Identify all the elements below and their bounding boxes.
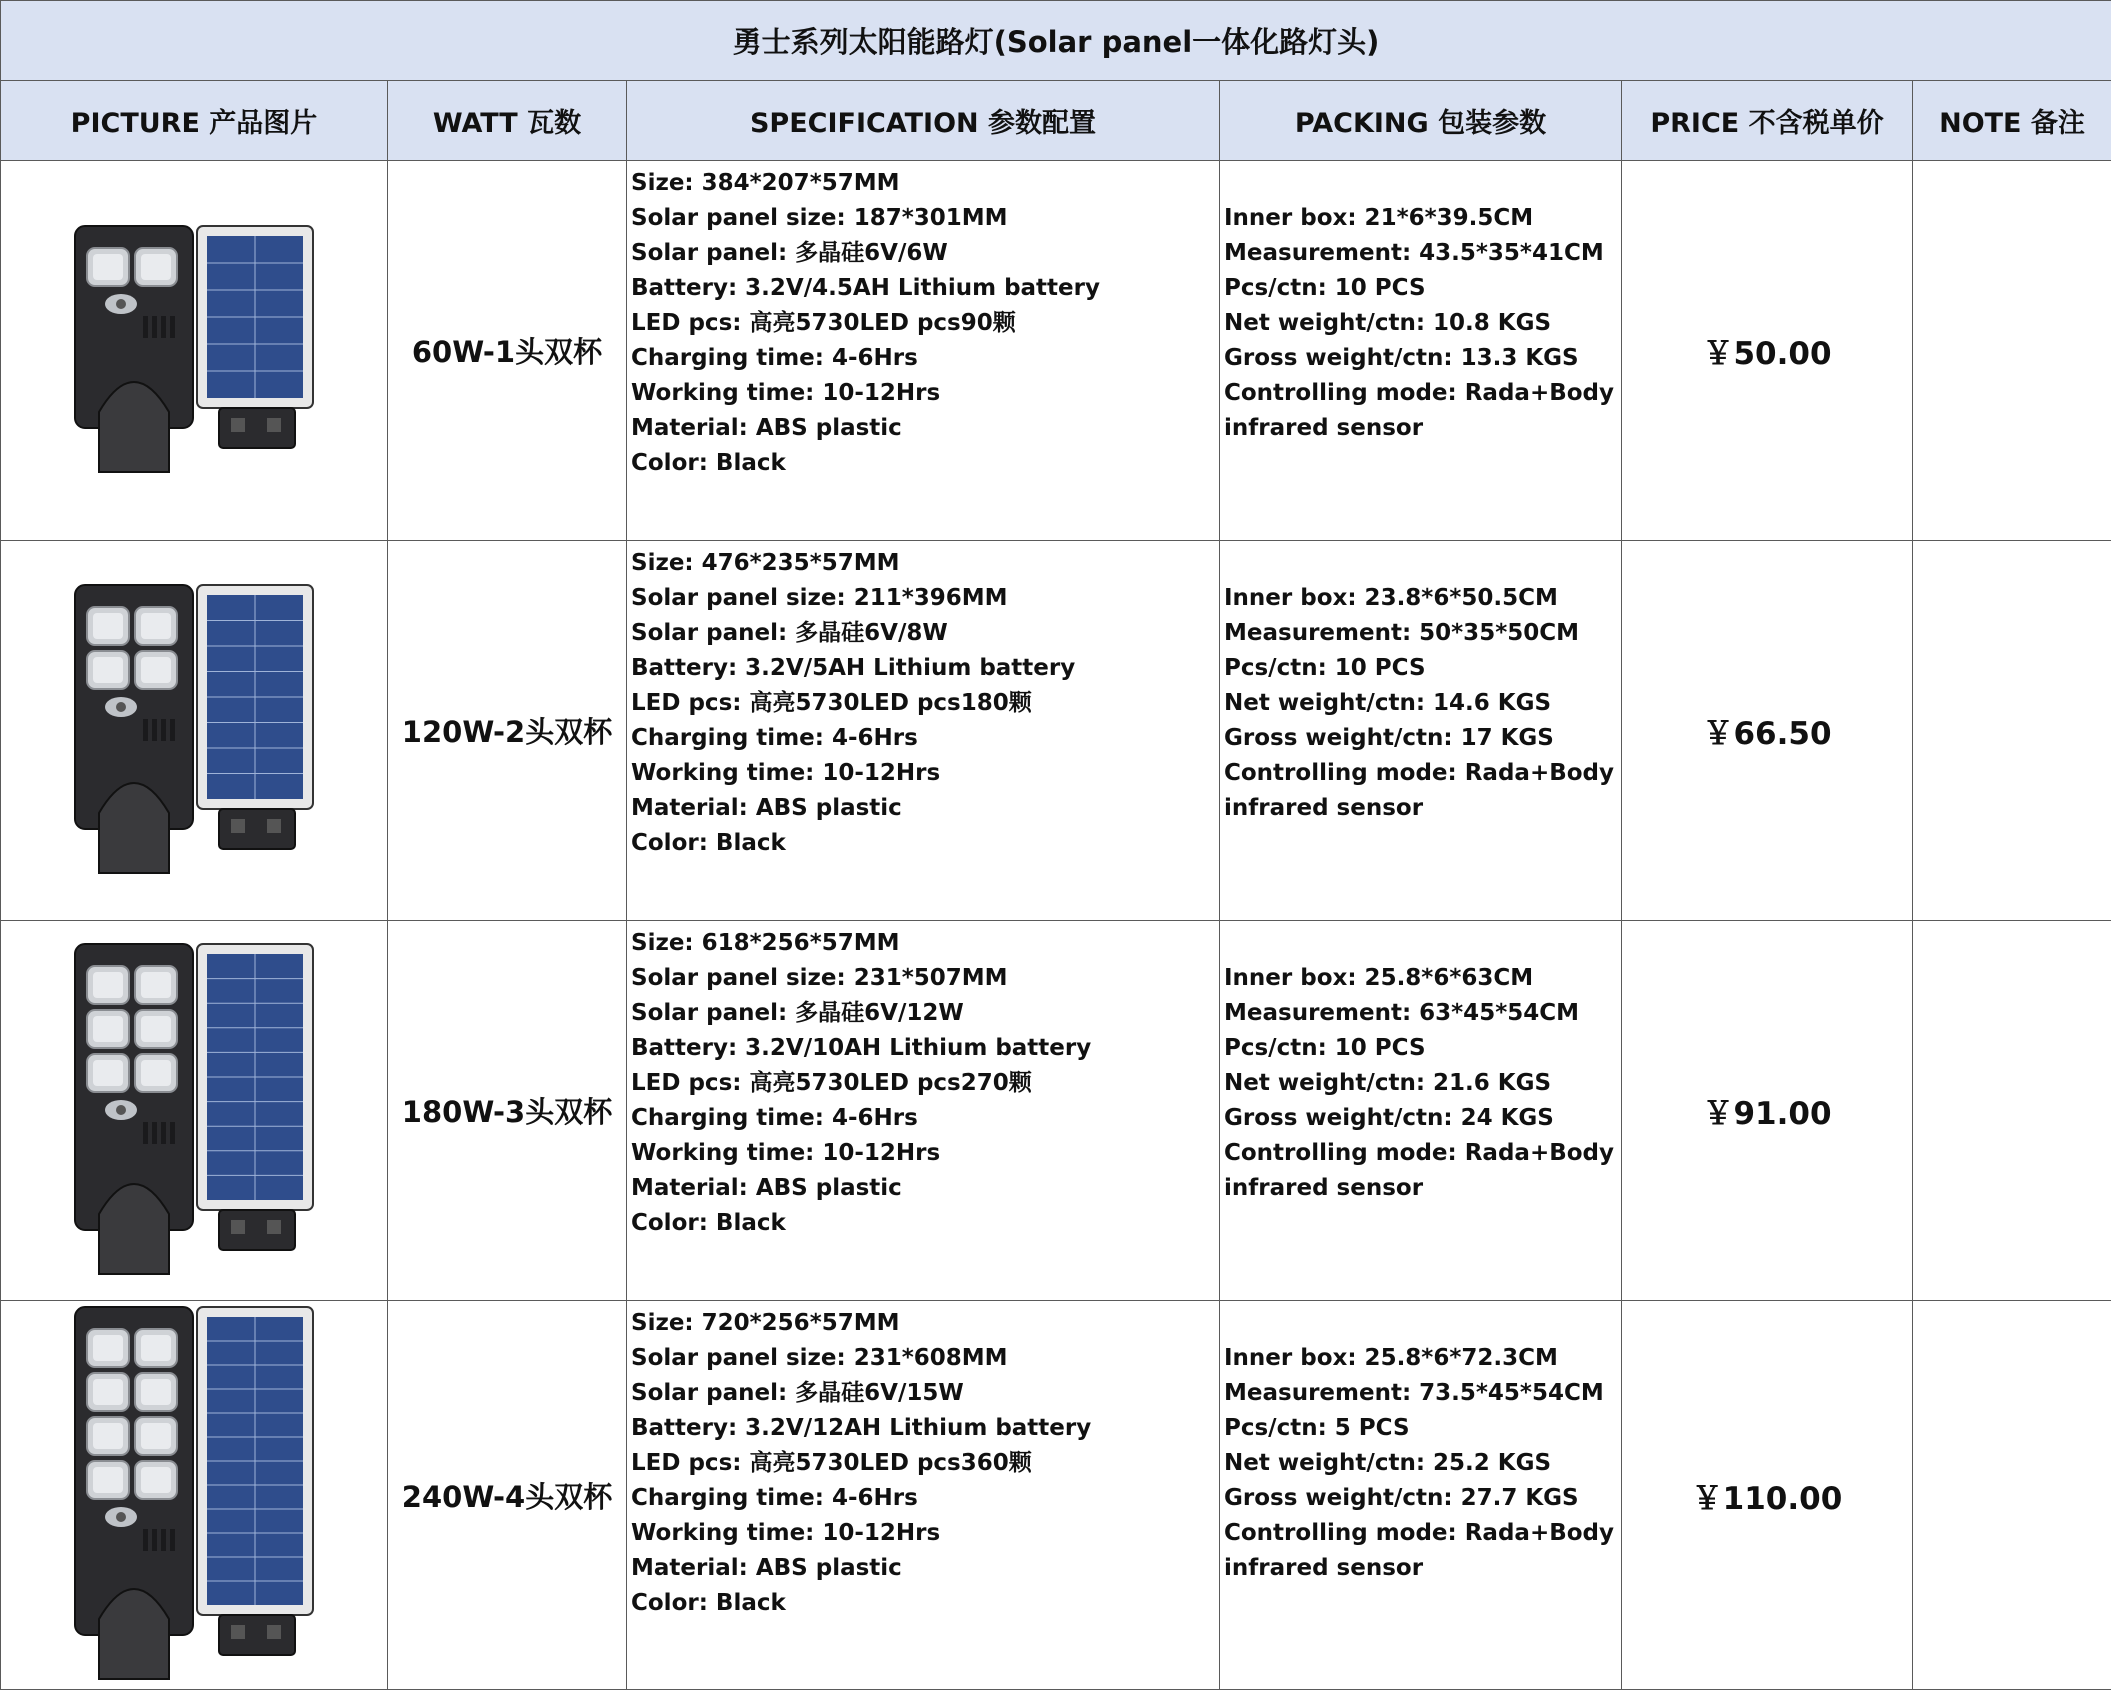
packing-line: Pcs/ctn: 10 PCS: [1224, 1031, 1621, 1066]
spec-line: Solar panel size: 231*507MM: [631, 961, 1219, 996]
spec-line: Material: ABS plastic: [631, 411, 1219, 446]
spec-line: Battery: 3.2V/4.5AH Lithium battery: [631, 271, 1219, 306]
packing-line: infrared sensor: [1224, 1171, 1621, 1206]
packing-line: Controlling mode: Rada+Body: [1224, 1516, 1621, 1551]
spec-line: Solar panel size: 187*301MM: [631, 201, 1219, 236]
spec-line: Solar panel: 多晶硅6V/6W: [631, 236, 1219, 271]
packing-line: Controlling mode: Rada+Body: [1224, 756, 1621, 791]
packing-line: Net weight/ctn: 25.2 KGS: [1224, 1446, 1621, 1481]
packing-line: Pcs/ctn: 5 PCS: [1224, 1411, 1621, 1446]
header-watt: WATT 瓦数: [388, 81, 627, 161]
specification-cell: [627, 161, 1220, 541]
spec-line: Charging time: 4-6Hrs: [631, 721, 1219, 756]
spec-line: Charging time: 4-6Hrs: [631, 341, 1219, 376]
spec-line: Charging time: 4-6Hrs: [631, 1481, 1219, 1516]
header-picture: PICTURE 产品图片: [1, 81, 388, 161]
spec-line: Battery: 3.2V/5AH Lithium battery: [631, 651, 1219, 686]
header-price: PRICE 不含税单价: [1622, 81, 1913, 161]
header-packing: PACKING 包装参数: [1220, 81, 1622, 161]
solar-street-light-image: [69, 579, 319, 883]
solar-street-light-image: [69, 938, 319, 1284]
packing-line: Gross weight/ctn: 27.7 KGS: [1224, 1481, 1621, 1516]
spec-line: Material: ABS plastic: [631, 791, 1219, 826]
spec-line: Size: 618*256*57MM: [631, 926, 1219, 961]
product-row: [1, 921, 2111, 1301]
note-cell: [1913, 161, 2111, 541]
packing-line: Pcs/ctn: 10 PCS: [1224, 271, 1621, 306]
solar-street-light-image: [69, 1301, 319, 1689]
spec-line: Color: Black: [631, 1206, 1219, 1241]
price-cell: ￥66.50: [1622, 541, 1913, 921]
packing-line: Net weight/ctn: 14.6 KGS: [1224, 686, 1621, 721]
packing-cell: [1220, 541, 1622, 921]
spec-line: LED pcs: 高亮5730LED pcs360颗: [631, 1446, 1219, 1481]
spec-line: Size: 720*256*57MM: [631, 1306, 1219, 1341]
header-note: NOTE 备注: [1913, 81, 2111, 161]
packing-line: Gross weight/ctn: 13.3 KGS: [1224, 341, 1621, 376]
product-row: [1, 161, 2111, 541]
packing-line: Pcs/ctn: 10 PCS: [1224, 651, 1621, 686]
picture-cell: [1, 1301, 388, 1690]
packing-line: Measurement: 43.5*35*41CM: [1224, 236, 1621, 271]
spec-line: Battery: 3.2V/10AH Lithium battery: [631, 1031, 1219, 1066]
spec-line: Color: Black: [631, 446, 1219, 481]
packing-line: Measurement: 63*45*54CM: [1224, 996, 1621, 1031]
packing-line: Inner box: 21*6*39.5CM: [1224, 201, 1621, 236]
spec-line: Working time: 10-12Hrs: [631, 376, 1219, 411]
spec-line: Working time: 10-12Hrs: [631, 1136, 1219, 1171]
packing-line: Controlling mode: Rada+Body: [1224, 1136, 1621, 1171]
spec-line: LED pcs: 高亮5730LED pcs270颗: [631, 1066, 1219, 1101]
spec-line: Color: Black: [631, 1586, 1219, 1621]
picture-cell: [1, 921, 388, 1301]
watt-cell: 240W-4头双杯: [388, 1301, 627, 1690]
packing-line: infrared sensor: [1224, 791, 1621, 826]
spec-line: Material: ABS plastic: [631, 1171, 1219, 1206]
spec-line: Battery: 3.2V/12AH Lithium battery: [631, 1411, 1219, 1446]
price-cell: ￥50.00: [1622, 161, 1913, 541]
spec-line: Size: 476*235*57MM: [631, 546, 1219, 581]
packing-cell: [1220, 161, 1622, 541]
table-title: 勇士系列太阳能路灯(Solar panel一体化路灯头): [1, 1, 2111, 81]
packing-line: Gross weight/ctn: 17 KGS: [1224, 721, 1621, 756]
packing-line: Controlling mode: Rada+Body: [1224, 376, 1621, 411]
packing-line: Net weight/ctn: 21.6 KGS: [1224, 1066, 1621, 1101]
watt-cell: 120W-2头双杯: [388, 541, 627, 921]
spec-line: Size: 384*207*57MM: [631, 166, 1219, 201]
product-row: [1, 1301, 2111, 1690]
spec-line: Solar panel: 多晶硅6V/8W: [631, 616, 1219, 651]
picture-cell: [1, 161, 388, 541]
watt-cell: 180W-3头双杯: [388, 921, 627, 1301]
solar-street-light-image: [69, 220, 319, 482]
packing-line: infrared sensor: [1224, 1551, 1621, 1586]
note-cell: [1913, 921, 2111, 1301]
spec-line: Solar panel: 多晶硅6V/12W: [631, 996, 1219, 1031]
spec-line: Solar panel: 多晶硅6V/15W: [631, 1376, 1219, 1411]
packing-line: Gross weight/ctn: 24 KGS: [1224, 1101, 1621, 1136]
spec-line: Color: Black: [631, 826, 1219, 861]
packing-line: Measurement: 50*35*50CM: [1224, 616, 1621, 651]
specification-cell: [627, 541, 1220, 921]
spec-line: Material: ABS plastic: [631, 1551, 1219, 1586]
watt-cell: 60W-1头双杯: [388, 161, 627, 541]
price-cell: ￥91.00: [1622, 921, 1913, 1301]
spec-line: Charging time: 4-6Hrs: [631, 1101, 1219, 1136]
packing-cell: [1220, 1301, 1622, 1690]
note-cell: [1913, 541, 2111, 921]
price-cell: ￥110.00: [1622, 1301, 1913, 1690]
packing-line: Inner box: 23.8*6*50.5CM: [1224, 581, 1621, 616]
spec-line: Working time: 10-12Hrs: [631, 1516, 1219, 1551]
spec-line: Solar panel size: 211*396MM: [631, 581, 1219, 616]
product-row: [1, 541, 2111, 921]
spec-line: Working time: 10-12Hrs: [631, 756, 1219, 791]
spec-line: LED pcs: 高亮5730LED pcs90颗: [631, 306, 1219, 341]
note-cell: [1913, 1301, 2111, 1690]
packing-line: Inner box: 25.8*6*72.3CM: [1224, 1341, 1621, 1376]
packing-line: infrared sensor: [1224, 411, 1621, 446]
packing-cell: [1220, 921, 1622, 1301]
packing-line: Inner box: 25.8*6*63CM: [1224, 961, 1621, 996]
spec-line: Solar panel size: 231*608MM: [631, 1341, 1219, 1376]
packing-line: Net weight/ctn: 10.8 KGS: [1224, 306, 1621, 341]
spec-line: LED pcs: 高亮5730LED pcs180颗: [631, 686, 1219, 721]
header-specification: SPECIFICATION 参数配置: [627, 81, 1220, 161]
packing-line: Measurement: 73.5*45*54CM: [1224, 1376, 1621, 1411]
picture-cell: [1, 541, 388, 921]
specification-cell: [627, 1301, 1220, 1690]
specification-cell: [627, 921, 1220, 1301]
